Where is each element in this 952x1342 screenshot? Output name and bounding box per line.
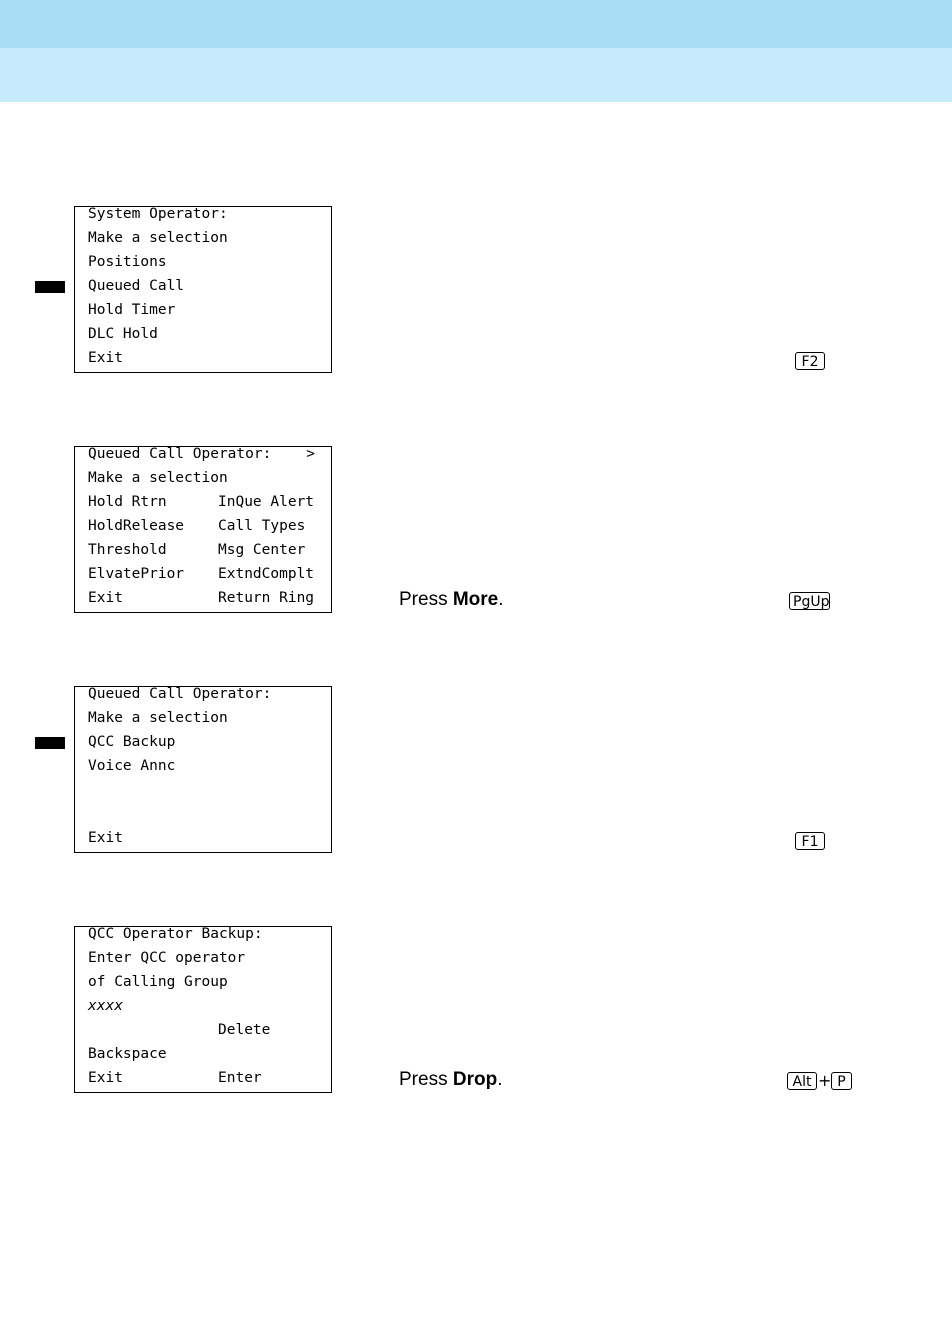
screen-line: Enter QCC operator — [88, 950, 246, 966]
menu-option-positions[interactable]: Positions — [88, 254, 167, 270]
key-p[interactable]: P — [831, 1072, 852, 1090]
selection-marker — [35, 737, 65, 749]
menu-option-exit[interactable]: Exit — [88, 830, 123, 846]
menu-option-extndcomplt[interactable]: ExtndComplt — [218, 566, 315, 582]
menu-option-threshold[interactable]: Threshold — [88, 542, 167, 558]
instruction-key-name: Drop — [452, 1069, 498, 1090]
menu-option-enter[interactable]: Enter — [218, 1070, 262, 1086]
extension-placeholder: xxxx — [88, 998, 123, 1014]
screen-system-operator — [74, 206, 332, 373]
screen-line: Make a selection — [88, 710, 228, 726]
menu-option-dlc-hold[interactable]: DLC Hold — [88, 326, 158, 342]
menu-option-elvateprior[interactable]: ElvatePrior — [88, 566, 185, 582]
instruction-press-drop — [399, 1069, 502, 1091]
key-pgup[interactable]: PgUp — [789, 592, 830, 610]
menu-option-queued-call[interactable]: Queued Call — [88, 278, 185, 294]
key-combo-plus: + — [818, 1071, 832, 1090]
menu-option-delete[interactable]: Delete — [218, 1022, 271, 1038]
menu-option-hold-rtrn[interactable]: Hold Rtrn — [88, 494, 167, 510]
screen-line: Make a selection — [88, 470, 228, 486]
instruction-suffix: . — [498, 589, 504, 610]
menu-option-inque-alert[interactable]: InQue Alert — [218, 494, 315, 510]
key-alt[interactable]: Alt — [787, 1072, 817, 1090]
menu-option-exit[interactable]: Exit — [88, 350, 123, 366]
menu-option-call-types[interactable]: Call Types — [218, 518, 306, 534]
screen-queued-call-operator-2 — [74, 686, 332, 853]
instruction-key-name: More — [452, 589, 499, 610]
menu-option-backspace[interactable]: Backspace — [88, 1046, 167, 1062]
screen-line: Make a selection — [88, 230, 228, 246]
menu-option-exit[interactable]: Exit — [88, 1070, 123, 1086]
screen-title: Queued Call Operator: > — [88, 446, 315, 462]
header-band-top — [0, 0, 952, 48]
screen-title: QCC Operator Backup: — [88, 926, 263, 942]
menu-option-qcc-backup[interactable]: QCC Backup — [88, 734, 176, 750]
menu-option-return-ring[interactable]: Return Ring — [218, 590, 315, 606]
menu-option-hold-timer[interactable]: Hold Timer — [88, 302, 176, 318]
menu-option-voice-annc[interactable]: Voice Annc — [88, 758, 176, 774]
screen-title: System Operator: — [88, 206, 228, 222]
screen-queued-call-operator — [74, 446, 332, 613]
instruction-prefix: Press — [399, 589, 453, 610]
menu-option-exit[interactable]: Exit — [88, 590, 123, 606]
screen-line: of Calling Group — [88, 974, 228, 990]
instruction-prefix: Press — [399, 1069, 453, 1090]
selection-marker — [35, 281, 65, 293]
instruction-press-more — [399, 589, 504, 611]
header-band-bottom — [0, 48, 952, 102]
screen-title: Queued Call Operator: — [88, 686, 272, 702]
menu-option-msg-center[interactable]: Msg Center — [218, 542, 306, 558]
screen-qcc-operator-backup — [74, 926, 332, 1093]
menu-option-holdrelease[interactable]: HoldRelease — [88, 518, 185, 534]
instruction-suffix: . — [497, 1069, 503, 1090]
key-f1[interactable]: F1 — [795, 832, 825, 850]
key-f2[interactable]: F2 — [795, 352, 825, 370]
